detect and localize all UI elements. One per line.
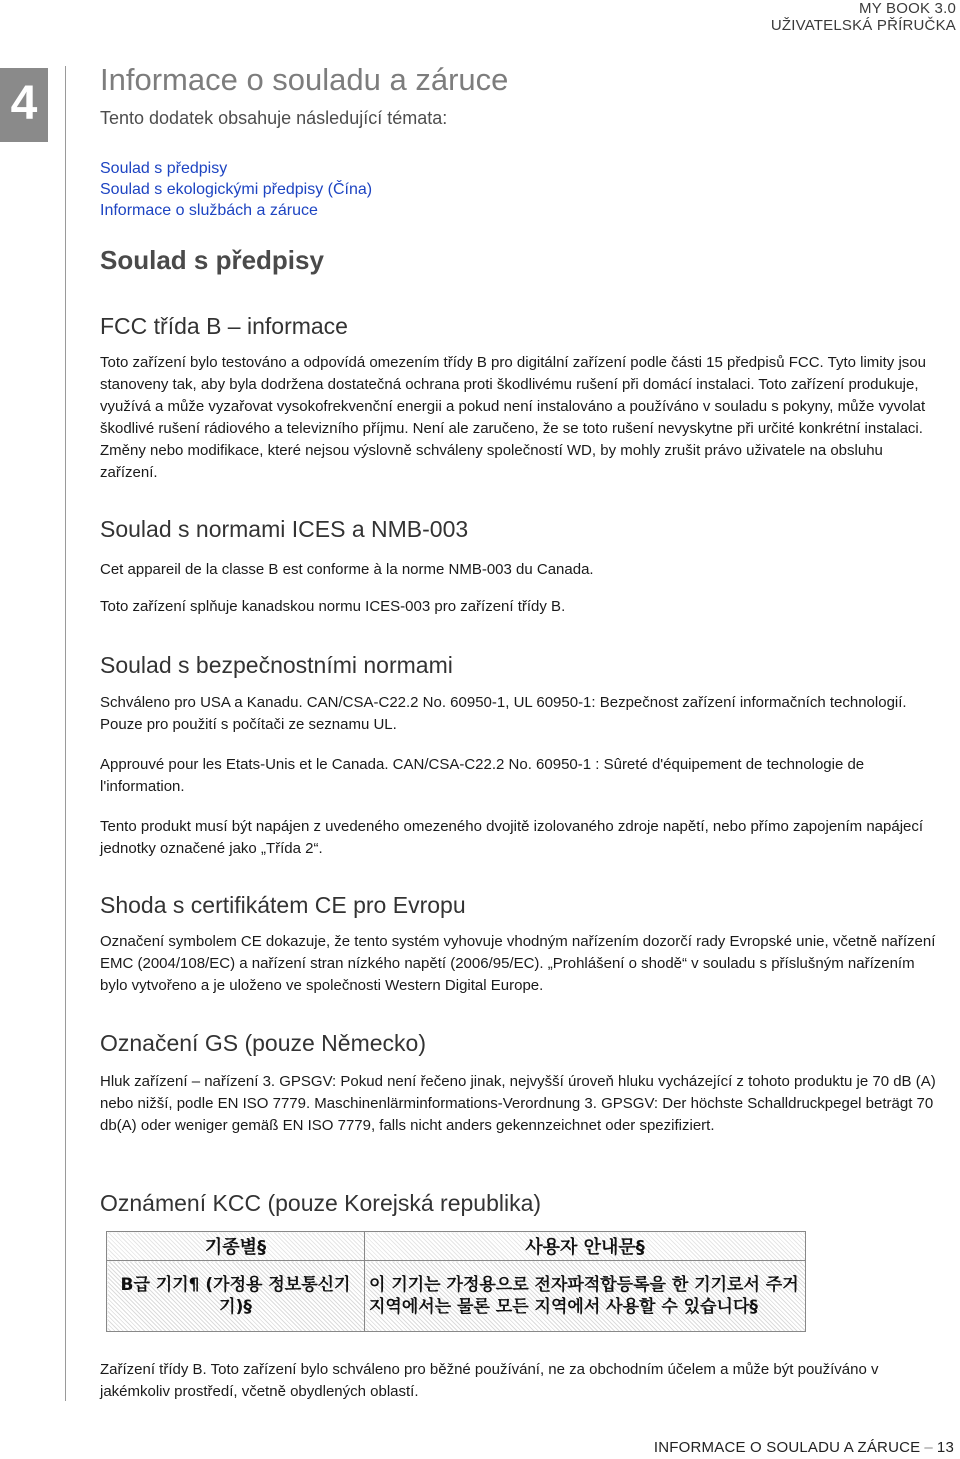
kcc-paragraph: Zařízení třídy B. Toto zařízení bylo schváleno pro běžné používání, ne za obchodním účelem a může být používáno v jakémkoliv prostředí, včetně obydlených oblastí. [100, 1361, 879, 1400]
gs-paragraph: Hluk zařízení – nařízení 3. GPSGV: Pokud není řečeno jinak, nejvyšší úroveň hluku vycházející z tohoto produktu je 70 dB (A) nebo nižší, podle EN ISO 7779. Maschinenlärminformations-Verordnung 3. GPSGV: Der höchste Schalldruckpegel beträgt 70 db(A) oder weniger gemäß EN ISO 7779, falls nicht anders gekennzeichnet oder spezifiziert. [100, 1073, 936, 1134]
toc-link-regulatory[interactable]: Soulad s předpisy [100, 160, 228, 177]
chapter-number: 4 [10, 77, 38, 130]
chapter-subtitle: Tento dodatek obsahuje následující témata: [100, 108, 448, 128]
gs-heading: Označení GS (pouze Německo) [100, 1030, 426, 1056]
topic-list [100, 158, 940, 221]
safety-paragraph-2: Approuvé pour les Etats-Unis et le Canada. CAN/CSA-C22.2 No. 60950-1 : Sûreté d'équipement de technologie de l'information. [100, 756, 865, 795]
manual-title: UŽIVATELSKÁ PŘÍRUČKA [770, 17, 956, 34]
ce-heading: Shoda s certifikátem CE pro Evropu [100, 892, 466, 918]
running-header [771, 0, 956, 34]
footer-chapter-label: INFORMACE O SOULADU A ZÁRUCE [653, 1439, 921, 1456]
kcc-cell-notice: 이 기기는 가정용으로 전자파적합등록을 한 기기로서 주거지역에서는 물론 모든 지역에서 사용할 수 있습니다§ [365, 1261, 806, 1332]
section-title: Soulad s předpisy [100, 245, 324, 275]
kcc-heading: Oznámení KCC (pouze Korejská republika) [100, 1190, 542, 1216]
toc-link-china[interactable]: Soulad s ekologickými předpisy (Čína) [100, 181, 373, 198]
ices-paragraph-fr: Cet appareil de la classe B est conforme à la norme NMB-003 du Canada. [100, 561, 594, 578]
safety-paragraph-1: Schváleno pro USA a Kanadu. CAN/CSA-C22.2 No. 60950-1, UL 60950-1: Bezpečnost zařízení informačních technologií. Pouze pro použití s počítači ze seznamu UL. [100, 694, 907, 733]
kcc-notice-table [106, 1231, 806, 1332]
kcc-head-equipment: 기종별§ [107, 1232, 365, 1261]
margin-rule [65, 66, 66, 1401]
chapter-title: Informace o souladu a záruce [100, 62, 509, 97]
page-number: 13 [936, 1439, 954, 1456]
safety-paragraph-3: Tento produkt musí být napájen z uvedeného omezeného dvojitě izolovaného zdroje napětí, nebo přímo zapojením napájecí jednotky označené jako „Třída 2“. [100, 818, 924, 857]
ices-paragraph-cz: Toto zařízení splňuje kanadskou normu ICES-003 pro zařízení třídy B. [100, 598, 566, 615]
kcc-head-user-notice: 사용자 안내문§ [365, 1232, 806, 1261]
ce-paragraph: Označení symbolem CE dokazuje, že tento systém vyhovuje vhodným nařízením dozorčí rady Evropské unie, včetně nařízení EMC (2004/108/EC) a nařízení stran nízkého napětí (2006/95/EC). „Prohlášení o shodě“ v souladu s příslušným nařízením bylo vytvořeno a je uloženo ve společnosti Western Digital Europe. [100, 933, 936, 994]
page-footer [654, 1439, 954, 1456]
footer-separator: – [924, 1439, 933, 1456]
fcc-paragraph: Toto zařízení bylo testováno a odpovídá omezením třídy B pro digitální zařízení podle části 15 předpisů FCC. Tyto limity jsou stanoveny tak, aby byla dodržena dostatečná ochrana proti škodlivému rušení při domácí instalaci. Toto zařízení produkuje, využívá a může vyzařovat vysokofrekvenční energii a pokud není instalováno a používáno v souladu s pokyny, může vyvolat škodlivé rušení rádiového a televizního příjmu. Není ale zaručeno, že se toto rušení nevyskytne při určité konkrétní instalaci. Změny nebo modifikace, které nejsou výslovně schváleny společností WD, by mohly zrušit právo uživatele na obsluhu zařízení. [100, 354, 926, 481]
toc-link-warranty[interactable]: Informace o službách a záruce [100, 202, 318, 219]
fcc-heading: FCC třída B – informace [100, 313, 348, 339]
book-title: MY BOOK 3.0 [859, 0, 956, 17]
kcc-cell-class: B급 기기¶ (가정용 정보통신기기)§ [107, 1261, 365, 1332]
ices-heading: Soulad s normami ICES a NMB-003 [100, 516, 469, 542]
safety-heading: Soulad s bezpečnostními normami [100, 652, 453, 678]
